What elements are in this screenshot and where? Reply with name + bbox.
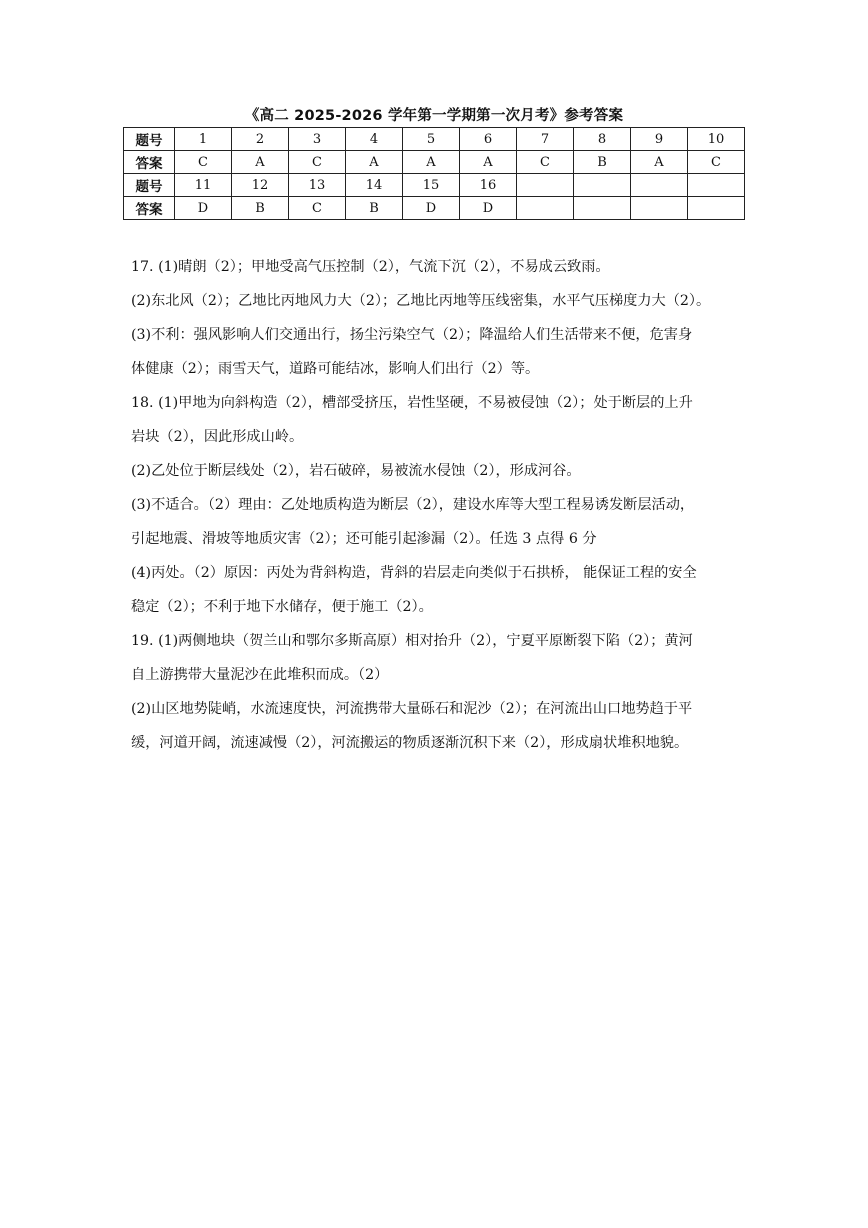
question-number-cell: 12 [232,174,289,197]
answer-line: 19. (1)两侧地块（贺兰山和鄂尔多斯高原）相对抬升（2），宁夏平原断裂下陷（2）；黄河 [131,633,693,649]
question-number-cell [517,174,574,197]
answer-cell: C [289,151,346,174]
answer-line: (3)不利：强风影响人们交通出行，扬尘污染空气（2）；降温给人们生活带来不便，危害身 [131,327,693,343]
answer-cell: A [460,151,517,174]
answer-line: 体健康（2）；雨雪天气，道路可能结冰，影响人们出行（2）等。 [131,361,540,377]
answer-cell: A [403,151,460,174]
question-number-cell [631,174,688,197]
answer-cell: D [175,197,232,220]
question-number-cell [688,174,745,197]
answer-cell: A [631,151,688,174]
row-label: 答案 [124,197,175,220]
answer-line: (4)丙处。（2）原因：丙处为背斜构造，背斜的岩层走向类似于石拱桥， 能保证工程的安全 [131,565,697,581]
answer-line: 稳定（2）；不利于地下水储存，便于施工（2）。 [131,599,433,615]
question-number-cell: 6 [460,128,517,151]
answer-line: (3)不适合。（2）理由：乙处地质构造为断层（2），建设水库等大型工程易诱发断层活动， [131,497,695,513]
answer-line: 18. (1)甲地为向斜构造（2），槽部受挤压，岩性坚硬，不易被侵蚀（2）；处于断层的上升 [131,395,693,411]
answer-row [124,151,745,174]
question-number-cell: 15 [403,174,460,197]
answer-cell [688,197,745,220]
question-number-cell [574,174,631,197]
question-number-cell: 14 [346,174,403,197]
answer-cell: C [688,151,745,174]
answer-cell: A [346,151,403,174]
answer-line: (2)山区地势陡峭，水流速度快，河流携带大量砾石和泥沙（2）；在河流出山口地势趋于平 [131,701,693,717]
answer-row [124,197,745,220]
question-number-cell: 13 [289,174,346,197]
question-number-cell: 8 [574,128,631,151]
question-number-cell: 1 [175,128,232,151]
row-label: 题号 [124,128,175,151]
question-number-cell: 10 [688,128,745,151]
question-number-cell: 5 [403,128,460,151]
answer-text-block [131,250,743,760]
answer-line: 17. (1)晴朗（2）；甲地受高气压控制（2），气流下沉（2），不易成云致雨。 [131,259,610,275]
answer-line: (2)乙处位于断层线处（2），岩石破碎，易被流水侵蚀（2），形成河谷。 [131,463,581,479]
row-label: 答案 [124,151,175,174]
question-number-cell: 2 [232,128,289,151]
question-number-row [124,128,745,151]
answer-cell: C [175,151,232,174]
question-number-cell: 16 [460,174,517,197]
document-title: 《高二 2025-2026 学年第一学期第一次月考》参考答案 [244,108,624,124]
answer-line: 自上游携带大量泥沙在此堆积而成。（2） [131,667,389,683]
row-label: 题号 [124,174,175,197]
answer-cell [517,197,574,220]
answer-cell: B [346,197,403,220]
question-number-cell: 7 [517,128,574,151]
answer-cell: D [460,197,517,220]
answer-cell: B [232,197,289,220]
answer-cell: D [403,197,460,220]
answer-table [123,127,745,220]
answer-line: 引起地震、滑坡等地质灾害（2）；还可能引起渗漏（2）。任选 3 点得 6 分 [131,531,597,547]
answer-cell: A [232,151,289,174]
answer-line: 岩块（2），因此形成山岭。 [131,429,304,445]
question-number-row [124,174,745,197]
question-number-cell: 4 [346,128,403,151]
answer-cell: C [517,151,574,174]
question-number-cell: 9 [631,128,688,151]
answer-line: (2)东北风（2）；乙地比丙地风力大（2）；乙地比丙地等压线密集，水平气压梯度力大（2）。 [131,293,711,309]
question-number-cell: 11 [175,174,232,197]
answer-cell: C [289,197,346,220]
question-number-cell: 3 [289,128,346,151]
answer-cell [574,197,631,220]
answer-cell [631,197,688,220]
answer-cell: B [574,151,631,174]
answer-line: 缓，河道开阔，流速减慢（2），河流搬运的物质逐渐沉积下来（2），形成扇状堆积地貌。 [131,735,689,751]
